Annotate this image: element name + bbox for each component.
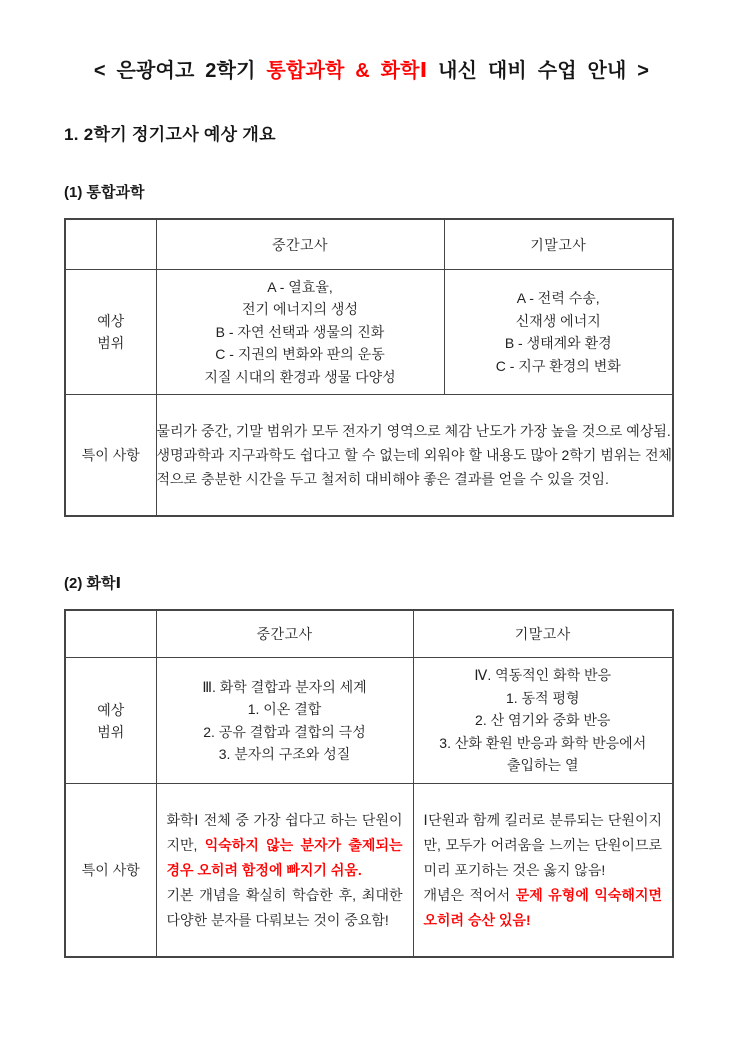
notes-paragraph: 물리가 중간, 기말 범위가 모두 전자기 영역으로 체감 난도가 가장 높을 것으로 예상됨. xyxy=(156,423,671,439)
table1-range-final-cell xyxy=(444,270,673,395)
range-line: 1. 동적 평형 xyxy=(505,689,580,706)
notes-text: 기본 개념을 확실히 학습한 후, 최대한 다양한 분자를 다뤄보는 것이 중요함! xyxy=(166,886,403,928)
table-chemistry-1 xyxy=(64,609,674,958)
range-line: Ⅲ. 화학 결합과 분자의 세계 xyxy=(202,678,367,695)
table-integrated-science xyxy=(64,218,674,517)
table1-range-row xyxy=(65,270,673,395)
range-line: 3. 산화 환원 반응과 화학 반응에서 xyxy=(439,734,647,751)
table2-header-row xyxy=(65,610,673,658)
table2-notes-row xyxy=(65,784,673,958)
notes-text: 개념은 적어서 xyxy=(423,886,516,903)
range-line: 2. 공유 결합과 결합의 극성 xyxy=(203,723,366,740)
range-line: 출입하는 열 xyxy=(506,757,579,774)
range-line: B - 자연 선택과 생물의 진화 xyxy=(215,323,385,340)
range-line: 신재생 에너지 xyxy=(515,312,601,329)
table1-row-label-range xyxy=(65,270,156,395)
range-line: 전기 에너지의 생성 xyxy=(242,301,358,318)
range-line: C - 지권의 변화와 판의 운동 xyxy=(215,346,385,363)
notes-text-emphasis: 문제 유형에 익숙해지면 오히려 승산 있음! xyxy=(423,886,662,928)
table1-range-midterm-cell xyxy=(156,270,444,395)
notes-text: Ⅰ단원과 함께 킬러로 분류되는 단원이지만, 모두가 어려움을 느끼는 단원이므로 미리 포기하는 것은 옳지 않음! xyxy=(423,811,662,878)
range-line: C - 지구 환경의 변화 xyxy=(495,357,621,374)
page-title-suffix: 내신 대비 수업 안내 > xyxy=(427,60,650,82)
range-line: A - 전력 수송, xyxy=(516,290,600,306)
notes-paragraph xyxy=(424,808,663,883)
range-line: A - 열효율, xyxy=(267,278,333,295)
table2-corner-cell xyxy=(65,610,156,658)
notes-paragraph: 생명과학과 지구과학도 쉽다고 할 수 없는데 외워야 할 내용도 많아 2학기 범위는 전체적으로 충분한 시간을 두고 철저히 대비해야 좋은 결과를 얻을 수 있을 것임. xyxy=(156,447,672,487)
table1-header-final: 기말고사 xyxy=(444,219,673,270)
table2-header-midterm: 중간고사 xyxy=(156,610,413,658)
notes-text-emphasis: 익숙하지 않는 분자가 출제되는 경우 오히려 함정에 빠지기 쉬움. xyxy=(166,836,403,878)
range-line: 3. 분자의 구조와 성질 xyxy=(218,746,351,762)
row-label-line: 범위 xyxy=(97,335,125,351)
row-label-line: 예상 xyxy=(97,701,125,718)
page-title-highlight: 통합과학 & 화학Ⅰ xyxy=(266,60,428,82)
range-line: 1. 이온 결합 xyxy=(247,701,322,717)
table2-caption: (2) 화학Ⅰ xyxy=(64,575,122,592)
table2-row-label-notes: 특이 사항 xyxy=(65,784,156,958)
notes-paragraph xyxy=(167,883,403,933)
range-line: 지질 시대의 환경과 생물 다양성 xyxy=(204,368,396,385)
table2-notes-midterm-cell xyxy=(156,784,413,958)
table1-caption: (1) 통합과학 xyxy=(64,184,145,201)
notes-text: 화학Ⅰ 전체 중 가장 쉽다고 하는 단원이지만, xyxy=(166,811,403,853)
page-title-prefix: < 은광여고 2학기 xyxy=(93,60,267,82)
table1-notes-cell xyxy=(156,395,673,517)
table2-header-final: 기말고사 xyxy=(413,610,673,658)
table2-notes-final-cell xyxy=(413,784,673,958)
range-line: Ⅳ. 역동적인 화학 반응 xyxy=(474,667,612,684)
range-line: 2. 산 염기와 중화 반응 xyxy=(475,712,611,729)
notes-paragraph xyxy=(424,883,663,933)
notes-paragraph xyxy=(167,808,403,883)
row-label-line: 범위 xyxy=(97,723,125,740)
table2-range-row xyxy=(65,658,673,784)
table2-range-final-cell xyxy=(413,658,673,784)
table1-header-row xyxy=(65,219,673,270)
page-title xyxy=(64,56,679,86)
table1-notes-row xyxy=(65,395,673,517)
section-heading: 1. 2학기 정기고사 예상 개요 xyxy=(64,125,276,144)
range-line: B - 생태계와 환경 xyxy=(504,335,612,351)
table1-header-midterm: 중간고사 xyxy=(156,219,444,270)
table1-row-label-notes: 특이 사항 xyxy=(65,395,156,517)
table2-row-label-range xyxy=(65,658,156,784)
table1-corner-cell xyxy=(65,219,156,270)
table2-range-midterm-cell xyxy=(156,658,413,784)
row-label-line: 예상 xyxy=(97,313,125,329)
